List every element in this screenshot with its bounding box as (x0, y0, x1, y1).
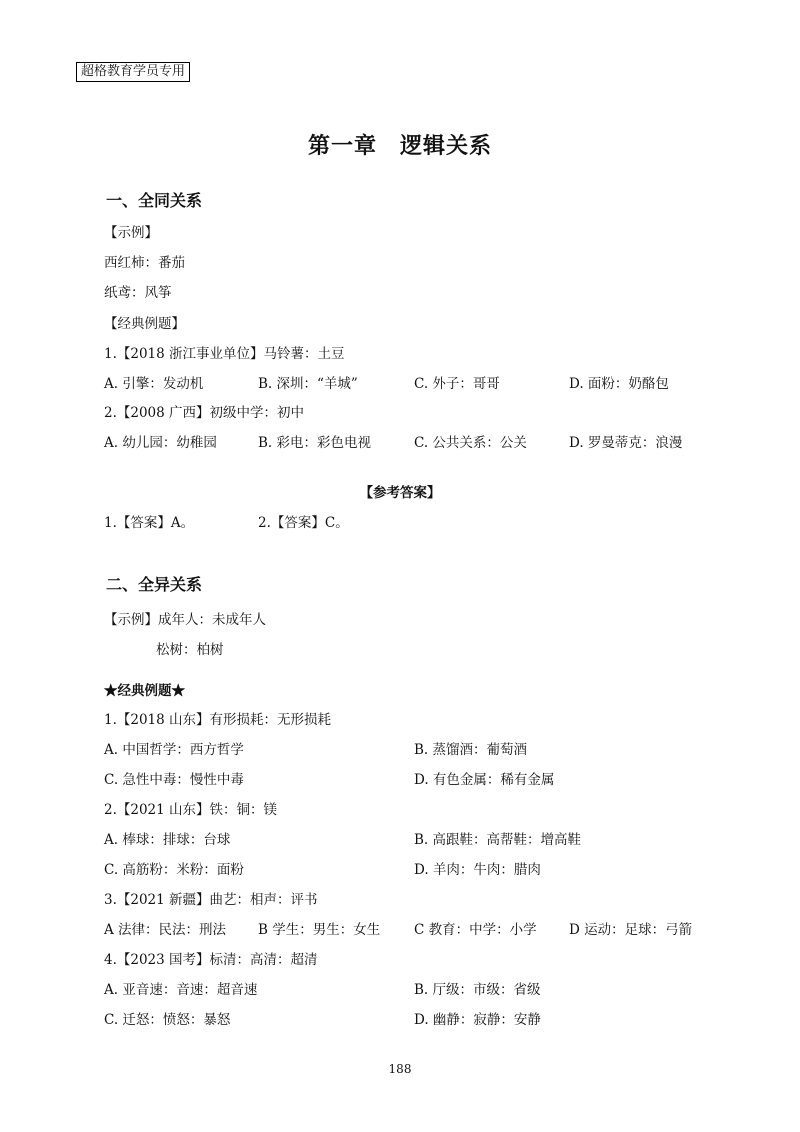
answer-title: 【参考答案】 (359, 485, 441, 501)
s2-q2-option-c: C. 高筋粉：米粉：面粉 (104, 862, 244, 878)
s1-q2-stem: 2.【2008 广西】初级中学：初中 (104, 405, 305, 421)
section1-example-2: 纸鸢：风筝 (104, 285, 172, 301)
s2-q3-option-b: B 学生：男生：女生 (258, 922, 381, 938)
section1-example-1: 西红柿：番茄 (104, 255, 185, 271)
header-label: 超格教育学员专用 (76, 62, 190, 82)
s1-q1-option-a: A. 引擎：发动机 (104, 376, 204, 392)
s1-q1-option-c: C. 外子：哥哥 (414, 376, 500, 392)
s2-q4-option-a: A. 亚音速：音速：超音速 (104, 982, 258, 998)
s2-q4-option-c: C. 迁怒：愤怒：暴怒 (104, 1012, 231, 1028)
s2-q3-option-c: C 教育：中学：小学 (414, 922, 537, 938)
s2-q4-option-d: D. 幽静：寂静：安静 (414, 1012, 541, 1028)
chapter-title: 第一章 逻辑关系 (307, 133, 492, 159)
section1-classic-label: 【经典例题】 (104, 316, 185, 332)
s1-q2-option-d: D. 罗曼蒂克：浪漫 (569, 435, 683, 451)
s2-q3-option-d: D 运动：足球：弓箭 (569, 922, 693, 938)
s2-q2-stem: 2.【2021 山东】铁：铜：镁 (104, 802, 278, 818)
section2-classic-label: ★经典例题★ (104, 683, 185, 699)
section1-example-label: 【示例】 (104, 225, 158, 241)
page-number: 188 (388, 1062, 412, 1076)
s1-q2-option-c: C. 公共关系：公关 (414, 435, 527, 451)
section2-example-line: 【示例】成年人：未成年人 (104, 612, 266, 628)
section2-example-line2: 松树：柏树 (156, 642, 224, 658)
s2-q1-option-b: B. 蒸馏酒：葡萄酒 (414, 742, 528, 758)
s1-q2-option-a: A. 幼儿园：幼稚园 (104, 435, 217, 451)
s2-q1-option-d: D. 有色金属：稀有金属 (414, 772, 555, 788)
s1-q1-stem: 1.【2018 浙江事业单位】马铃薯：土豆 (104, 346, 345, 362)
answer-2: 2.【答案】C。 (258, 515, 349, 531)
s2-q2-option-d: D. 羊肉：牛肉：腊肉 (414, 862, 541, 878)
s1-q1-option-d: D. 面粉：奶酪包 (569, 376, 669, 392)
s2-q2-option-a: A. 棒球：排球：台球 (104, 832, 231, 848)
s2-q1-option-c: C. 急性中毒：慢性中毒 (104, 772, 244, 788)
s1-q1-option-b: B. 深圳：“羊城” (258, 376, 358, 392)
s2-q3-option-a: A 法律：民法：刑法 (104, 922, 227, 938)
section2-title: 二、全异关系 (106, 575, 203, 594)
s2-q2-option-b: B. 高跟鞋：高帮鞋：增高鞋 (414, 832, 582, 848)
s1-q2-option-b: B. 彩电：彩色电视 (258, 435, 372, 451)
s2-q4-stem: 4.【2023 国考】标清：高清：超清 (104, 952, 318, 968)
s2-q4-option-b: B. 厅级：市级：省级 (414, 982, 541, 998)
s2-q1-option-a: A. 中国哲学：西方哲学 (104, 742, 244, 758)
s2-q1-stem: 1.【2018 山东】有形损耗：无形损耗 (104, 712, 332, 728)
answer-1: 1.【答案】A。 (104, 515, 195, 531)
section1-title: 一、全同关系 (106, 191, 203, 210)
s2-q3-stem: 3.【2021 新疆】曲艺：相声：评书 (104, 892, 318, 908)
